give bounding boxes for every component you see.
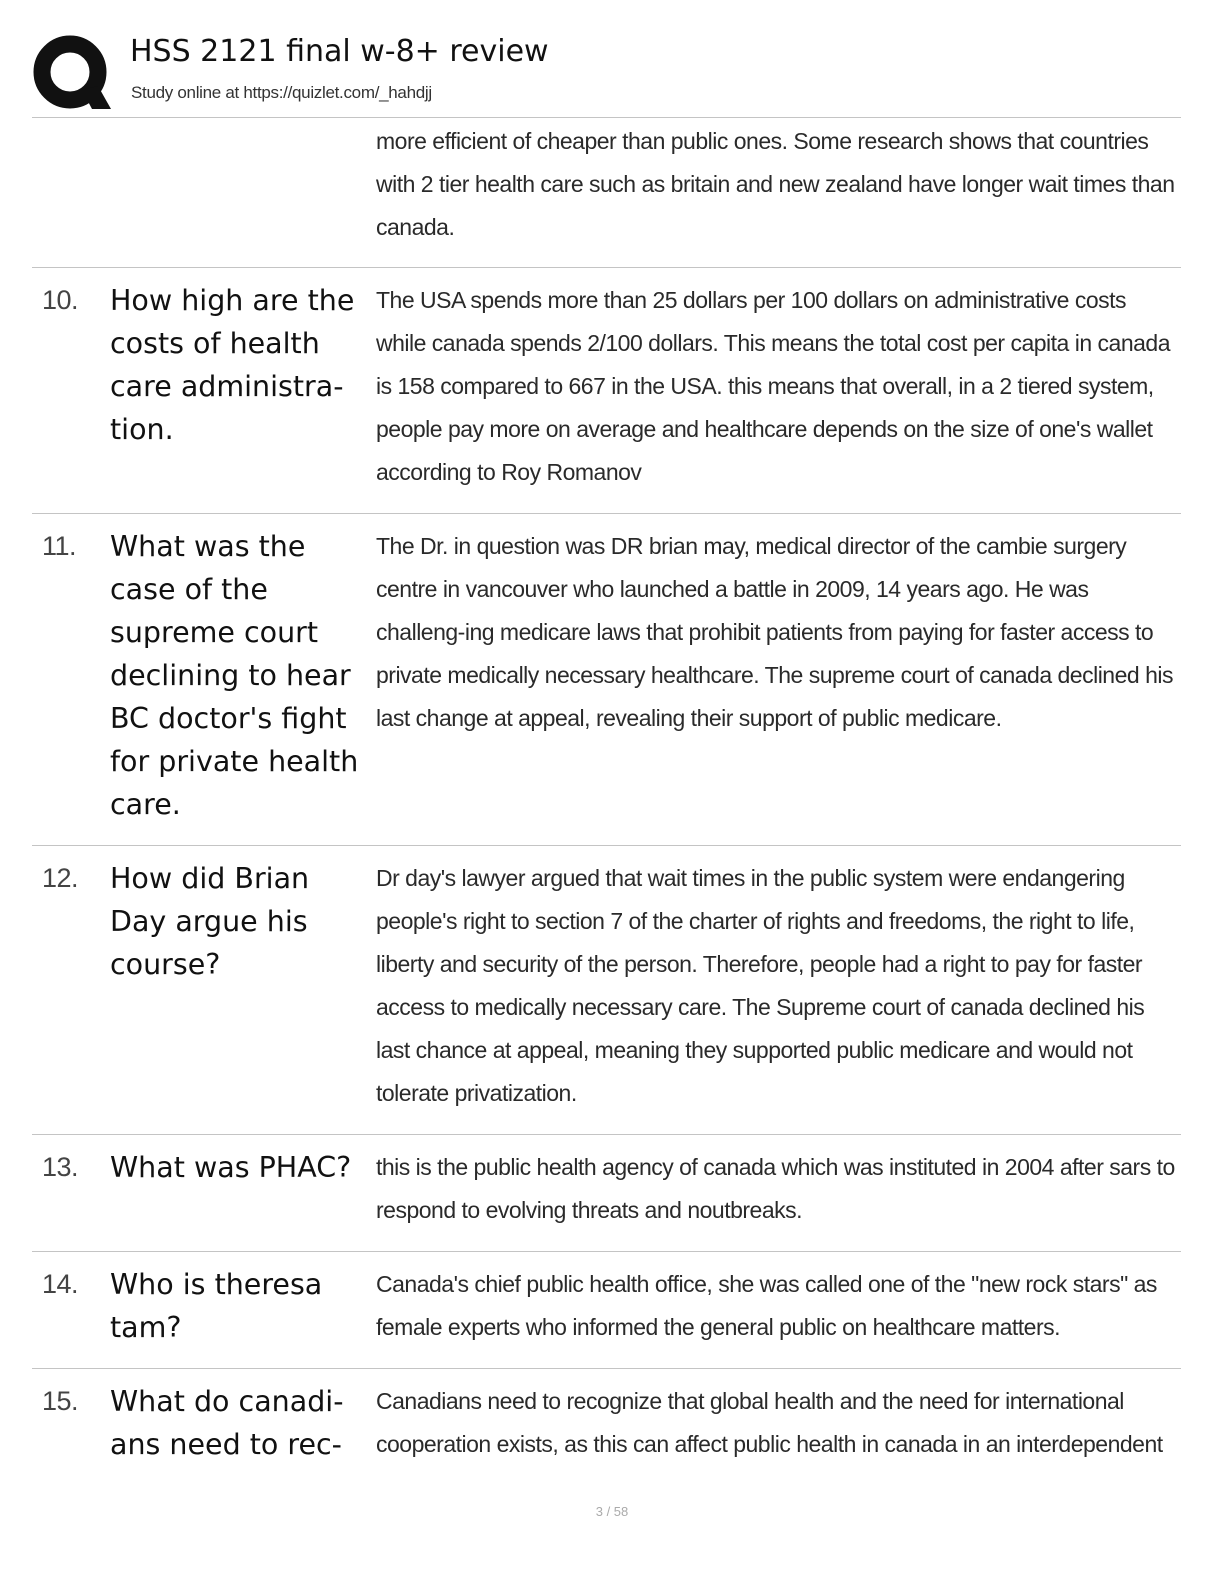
card-number: 11. — [42, 531, 77, 561]
card-term: What was PHAC? — [110, 1151, 352, 1184]
page-header — [0, 0, 1224, 118]
card-number: 10. — [42, 285, 79, 315]
card-divider — [32, 1251, 1181, 1252]
card-definition: Dr day's lawyer argued that wait times in the public system were endangering people's right to section 7 of the charter of rights and freedoms, the right to life, liberty and security of the person. Therefore, people had a right to pay for faster access to medically necessary care. The Supreme court of canada declined his last chance at appeal, meaning they supported public medicare and would not tolerate privatization. — [376, 865, 1145, 1106]
card-number: 15. — [42, 1386, 79, 1416]
card-term: Who is theresa tam? — [110, 1268, 323, 1344]
card-number: 14. — [42, 1269, 79, 1299]
card-definition: Canada's chief public health office, she was called one of the "new rock stars" as female experts who informed the general public on healthcare matters. — [376, 1271, 1157, 1340]
card-number: 13. — [42, 1152, 79, 1182]
header-divider — [32, 117, 1181, 118]
card-definition: The USA spends more than 25 dollars per 100 dollars on administrative costs while canada spends 2/100 dollars. This means the total cost per capita in canada is 158 compared to 667 in the USA. this means that overall, in a 2 tiered system, people pay more on average and healthcare depends on the size of one's wallet according to Roy Romanov — [376, 287, 1170, 485]
card-divider — [32, 267, 1181, 268]
card-definition: more efficient of cheaper than public ones. Some research shows that countries with 2 tier health care such as britain and new zealand have longer wait times than canada. — [376, 128, 1175, 240]
page-title: HSS 2121 final w-8+ review — [130, 34, 549, 69]
card-term: What do canadi-ans need to rec- — [110, 1385, 344, 1461]
card-number: 12. — [42, 863, 79, 893]
card-term: What was the case of the supreme court declining to hear BC doctor's fight for private health care. — [110, 530, 359, 821]
quizlet-logo-icon — [32, 34, 112, 114]
card-definition: Canadians need to recognize that global health and the need for international cooperation exists, as this can affect public health in canada in an interdependent — [376, 1388, 1163, 1457]
card-definition: this is the public health agency of canada which was instituted in 2004 after sars to respond to evolving threats and noutbreaks. — [376, 1154, 1175, 1223]
page-number: 3 / 58 — [595, 1504, 629, 1519]
card-divider — [32, 1134, 1181, 1135]
card-divider — [32, 1368, 1181, 1369]
card-term: How high are the costs of health care administra-tion. — [110, 284, 355, 446]
study-online-link[interactable]: Study online at https://quizlet.com/_hahdjj — [131, 83, 432, 102]
card-divider — [32, 513, 1181, 514]
card-definition: The Dr. in question was DR brian may, medical director of the cambie surgery centre in vancouver who launched a battle in 2009, 14 years ago. He was challeng-ing medicare laws that prohibit patients from paying for faster access to private medically necessary healthcare. The supreme court of canada declined his last change at appeal, revealing their support of public medicare. — [376, 533, 1173, 731]
card-term: How did Brian Day argue his course? — [110, 862, 310, 981]
card-divider — [32, 845, 1181, 846]
